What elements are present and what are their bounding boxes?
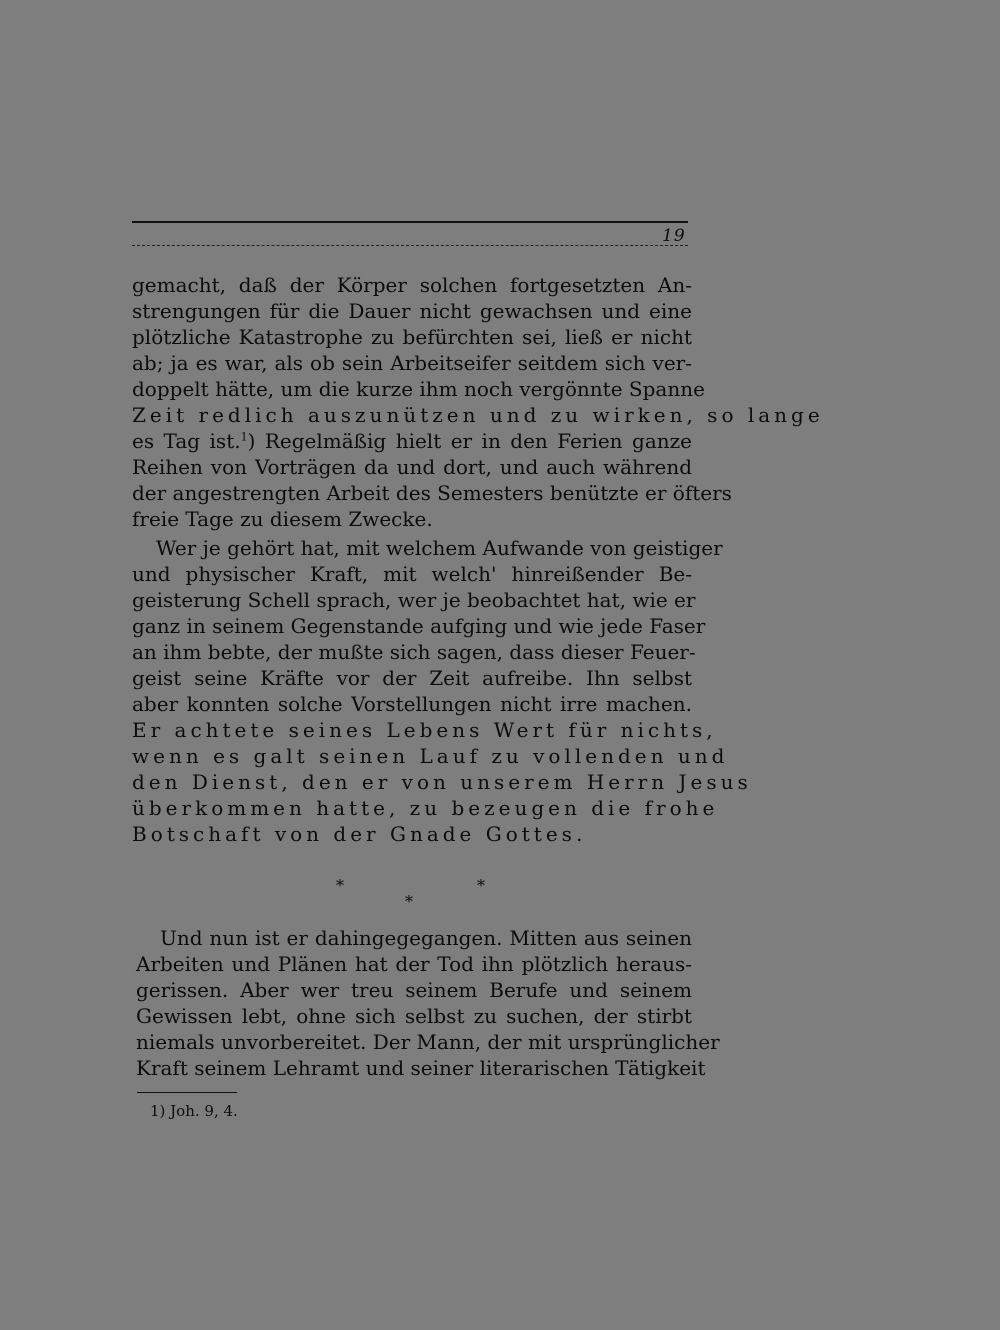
text-line: aber konnten solche Vorstellungen nicht irre machen. (132, 692, 692, 716)
text-line: den Dienst, den er von unserem Herrn Jesus (132, 770, 752, 794)
text-line: geisterung Schell sprach, wer je beobachtet hat, wie er (132, 588, 696, 612)
paragraph-3 (136, 925, 720, 1081)
text-line: doppelt hätte, um die kurze ihm noch vergönnte Spanne (132, 377, 705, 401)
text-line: niemals unvorbereitet. Der Mann, der mit ursprünglicher (136, 1030, 720, 1054)
text-line: Gewissen lebt, ohne sich selbst zu suchen, der stirbt (136, 1004, 692, 1028)
text-line: plötzliche Katastrophe zu befürchten sei, ließ er nicht (132, 325, 692, 349)
text-line: Botschaft von der Gnade Gottes. (132, 822, 587, 846)
text-line: strengungen für die Dauer nicht gewachsen und eine (132, 299, 692, 323)
text-line: Kraft seinem Lehramt und seiner literarischen Tätigkeit (136, 1056, 706, 1080)
text-line: Zeit redlich auszunützen und zu wirken, so lange (132, 403, 824, 427)
text-line: Wer je gehört hat, mit welchem Aufwande von geistiger (156, 536, 723, 560)
text-line: der angestrengten Arbeit des Semesters benützte er öfters (132, 481, 732, 505)
paragraph-2 (132, 535, 752, 847)
text-line: gemacht, daß der Körper solchen fortgesetzten An- (132, 273, 692, 297)
text-line: Reihen von Vorträgen da und dort, und auch während (132, 455, 692, 479)
paragraph-1 (132, 272, 824, 532)
footnote-rule (137, 1092, 237, 1093)
footnote: 1) Joh. 9, 4. (150, 1102, 238, 1120)
text-line: freie Tage zu diesem Zwecke. (132, 507, 433, 531)
header-rule-dashed (132, 245, 688, 246)
text-line: es Tag ist.$^1$) Regelmäßig hielt er in den Ferien ganze (132, 429, 692, 453)
text-line: überkommen hatte, zu bezeugen die frohe (132, 796, 719, 820)
text-line: ganz in seinem Gegenstande aufging und wie jede Faser (132, 614, 706, 638)
text-line: an ihm bebte, der mußte sich sagen, dass dieser Feuer- (132, 640, 696, 664)
asterism-star: * (477, 876, 485, 895)
text-line: Und nun ist er dahingegegangen. Mitten aus seinen (160, 926, 692, 950)
asterism-star: * (336, 876, 344, 895)
asterism-star: * (405, 892, 413, 911)
text-line: und physischer Kraft, mit welch' hinreißender Be- (132, 562, 692, 586)
page-number: 19 (662, 226, 686, 246)
text-line: geist seine Kräfte vor der Zeit aufreibe. Ihn selbst (132, 666, 692, 690)
text-line: wenn es galt seinen Lauf zu vollenden und (132, 744, 729, 768)
text-line: Er achtete seines Lebens Wert für nichts, (132, 718, 717, 742)
header-rule (132, 221, 688, 223)
text-line: Arbeiten und Plänen hat der Tod ihn plötzlich heraus- (136, 952, 692, 976)
text-line: ab; ja es war, als ob sein Arbeitseifer seitdem sich ver- (132, 351, 692, 375)
text-line: gerissen. Aber wer treu seinem Berufe und seinem (136, 978, 692, 1002)
